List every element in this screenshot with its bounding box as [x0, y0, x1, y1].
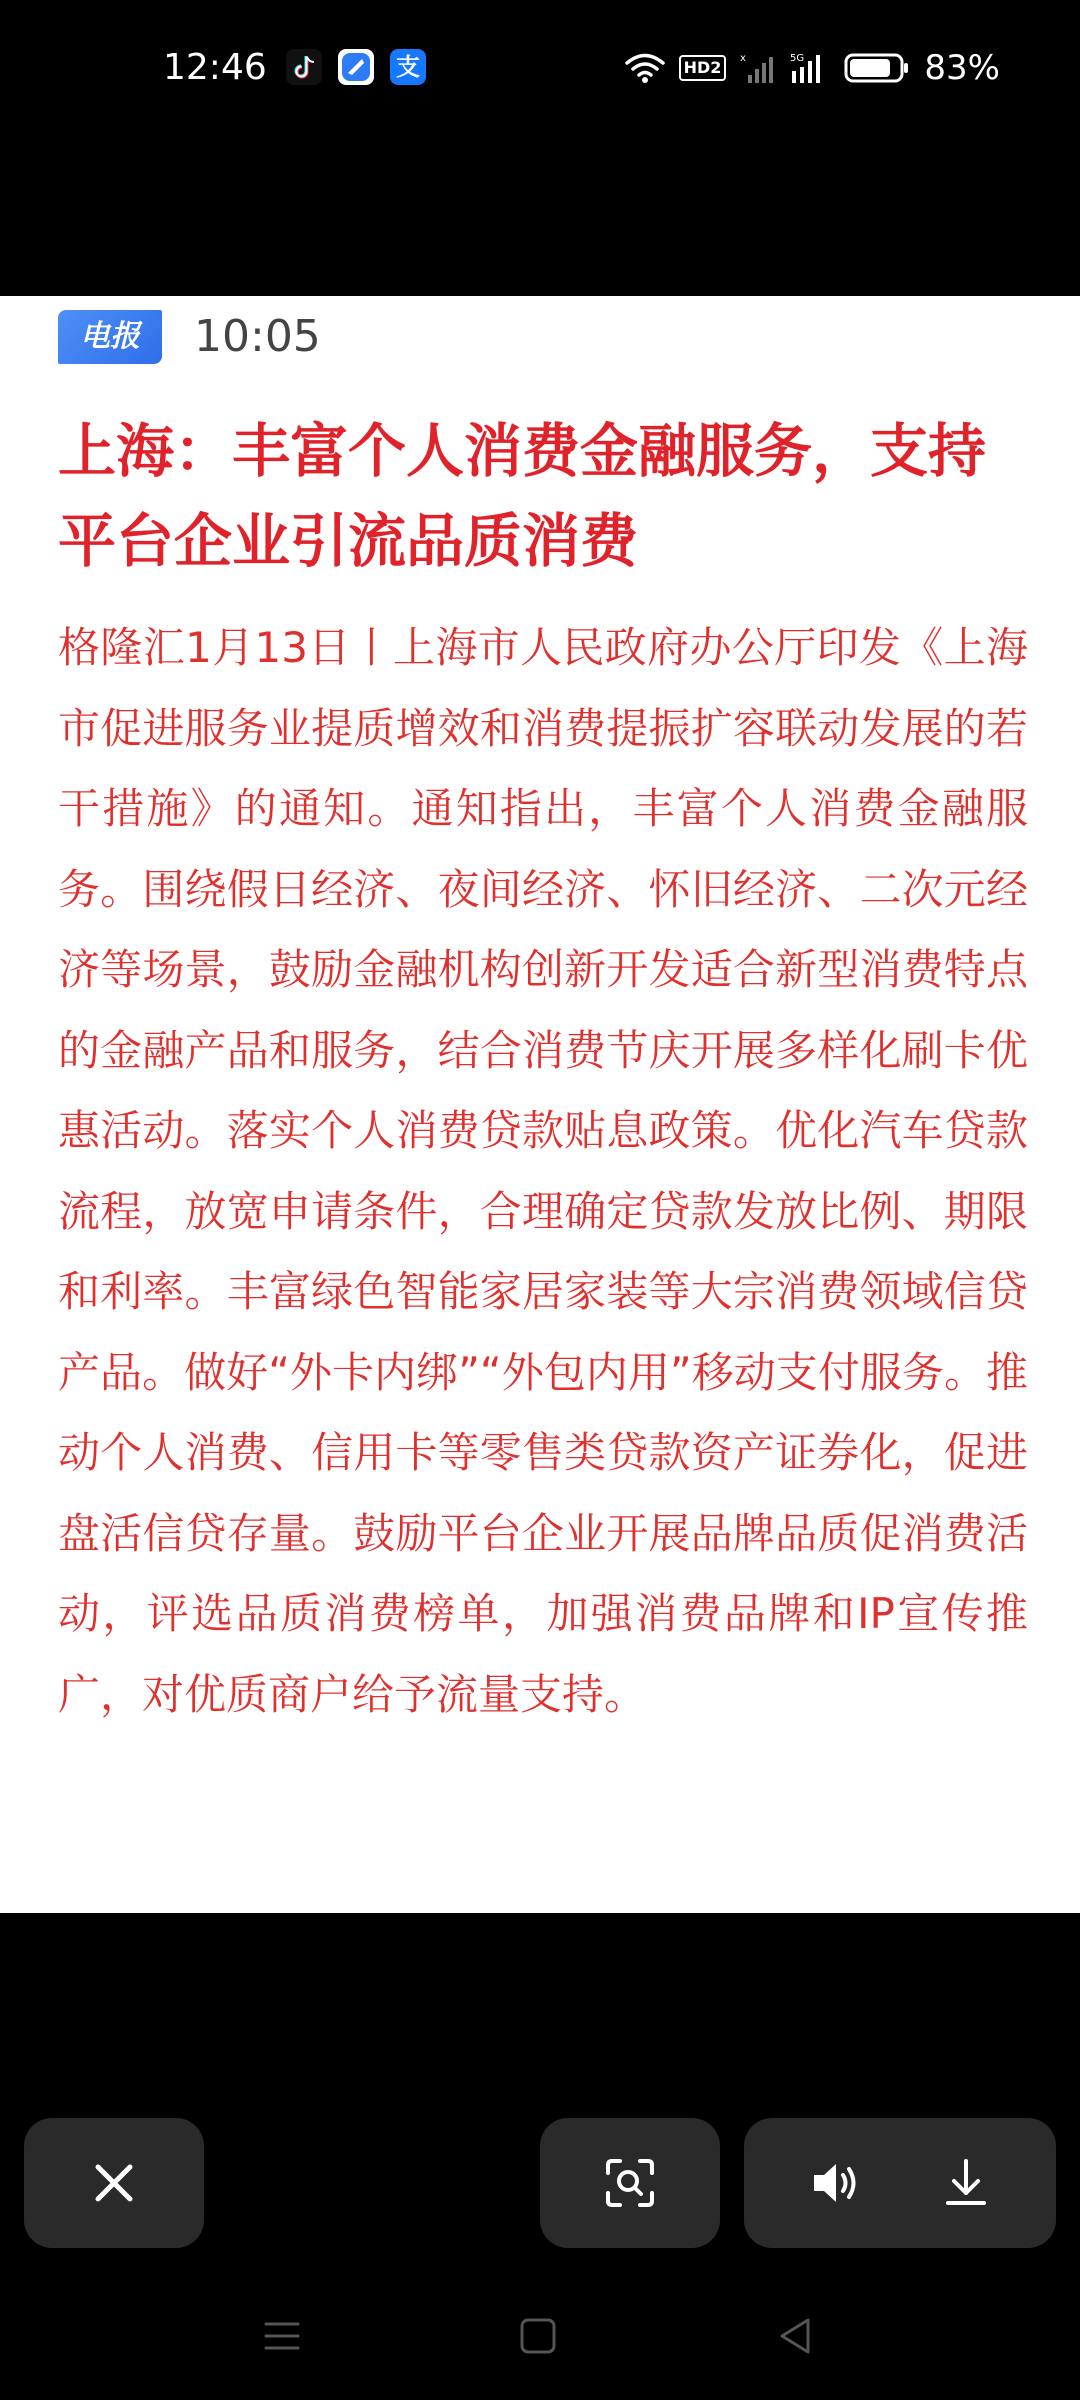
- back-icon[interactable]: [772, 2312, 820, 2360]
- navigation-bar: [0, 2296, 1080, 2376]
- alipay-icon: 支: [390, 49, 426, 85]
- media-actions-group: [744, 2118, 1056, 2248]
- battery-icon: [844, 52, 910, 84]
- status-time: 12:46: [163, 47, 267, 88]
- telegraph-tag: 电报: [58, 310, 162, 364]
- menu-icon[interactable]: [258, 2312, 306, 2360]
- signal-sim2-icon: [790, 51, 830, 85]
- svg-text:5G: 5G: [790, 53, 805, 64]
- article-body: 格隆汇1月13日丨上海市人民政府办公厅印发《上海市促进服务业提质增效和消费提振扩容联动发展的若干措施》的通知。通知指出，丰富个人消费金融服务。围绕假日经济、夜间经济、怀旧经济、二次元经济等场景，鼓励金融机构创新开发适合新型消费特点的金融产品和服务，结合消费节庆开展多样化刷卡优惠活动。落实个人消费贷款贴息政策。优化汽车贷款流程，放宽申请条件，合理确定贷款发放比例、期限和利率。丰富绿色智能家居家装等大宗消费领域信贷产品。做好“外卡内绑”“外包内用”移动支付服务。推动个人消费、信用卡等零售类贷款资产证券化，促进盘活信贷存量。鼓励平台企业开展品牌品质促消费活动，评选品质消费榜单，加强消费品牌和IP宣传推广，对优质商户给予流量支持。: [58, 623, 1028, 1719]
- svg-text:x: x: [740, 53, 747, 64]
- close-icon: [84, 2153, 144, 2213]
- home-icon[interactable]: [514, 2312, 562, 2360]
- scan-search-button[interactable]: [540, 2118, 720, 2248]
- signal-sim1-icon: [740, 51, 776, 85]
- article-card[interactable]: [0, 296, 1080, 1913]
- status-icons: [625, 44, 1000, 92]
- article-time: 10:05: [194, 311, 321, 362]
- volume-icon[interactable]: [806, 2153, 866, 2213]
- browser-icon: [338, 49, 374, 85]
- close-button[interactable]: [24, 2118, 204, 2248]
- status-bar: [0, 0, 1080, 138]
- download-icon[interactable]: [936, 2153, 996, 2213]
- hd-badge: HD2: [679, 55, 727, 81]
- article-headline: 上海：丰富个人消费金融服务，支持平台企业引流品质消费: [58, 417, 987, 575]
- article-meta: [58, 309, 321, 365]
- wifi-icon: [625, 52, 665, 84]
- scan-search-icon: [600, 2153, 660, 2213]
- tiktok-icon: [286, 49, 322, 85]
- battery-percent: 83%: [924, 48, 1000, 88]
